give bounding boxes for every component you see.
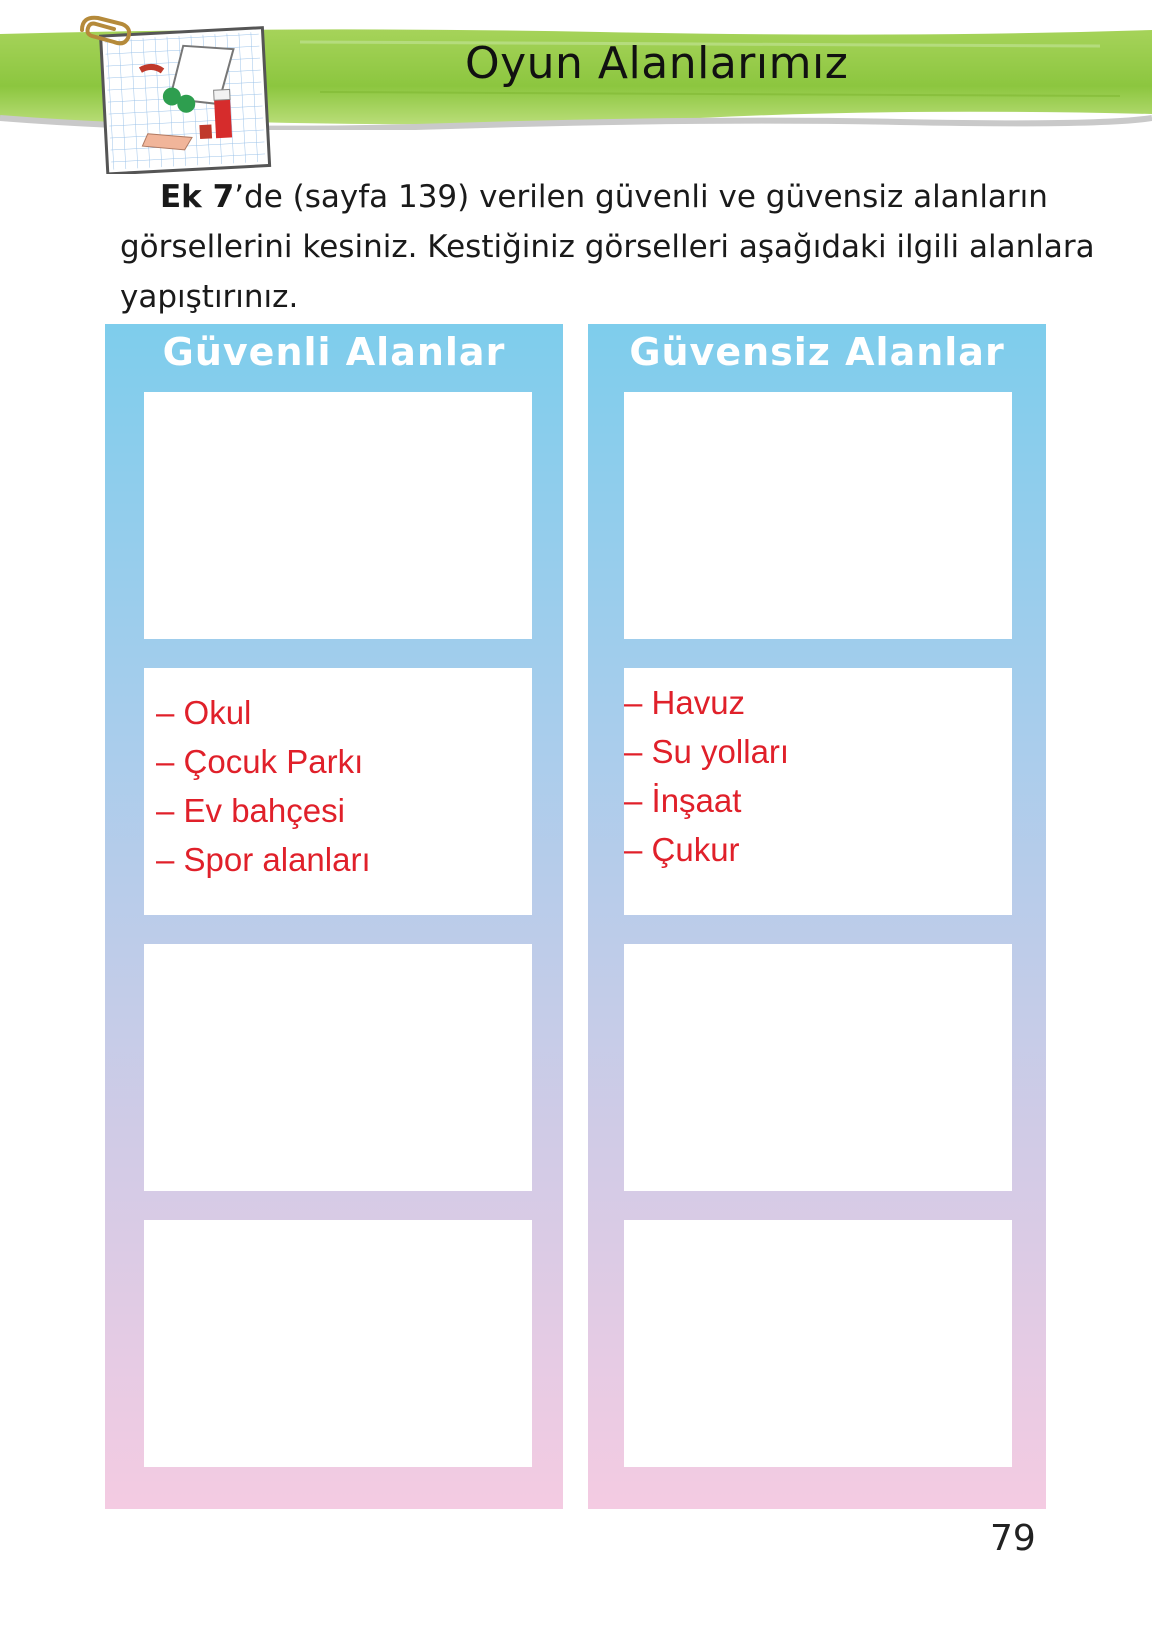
page-title: Oyun Alanlarımız [465, 38, 849, 89]
safe-areas-title: Güvenli Alanlar [162, 330, 506, 374]
safe-areas-column [105, 324, 563, 1509]
paste-box[interactable] [624, 392, 1012, 639]
paste-box[interactable] [624, 668, 1012, 915]
instruction-text [120, 172, 1095, 322]
paste-box[interactable] [144, 668, 532, 915]
list-item: – Ev bahçesi [156, 792, 345, 829]
list-item: – Spor alanları [156, 841, 371, 878]
instruction-body: ’de (sayfa 139) verilen güvenli ve güvensiz alanların görsellerini kesiniz. Kestiğiniz görselleri aşağıdaki ilgili alanlara yapıştırınız. [120, 179, 1095, 315]
page-number: 79 [990, 1518, 1036, 1559]
instruction-bold: Ek 7 [160, 179, 235, 215]
list-item: – Su yolları [624, 733, 790, 770]
list-item: – Okul [156, 694, 252, 731]
paste-box[interactable] [624, 944, 1012, 1191]
list-item: – Çukur [624, 831, 740, 868]
unsafe-areas-title: Güvensiz Alanlar [629, 330, 1005, 374]
list-item: – İnşaat [624, 782, 742, 819]
list-item: – Havuz [624, 684, 746, 721]
paste-box[interactable] [144, 392, 532, 639]
safe-areas-list [156, 688, 371, 884]
paste-box[interactable] [144, 944, 532, 1191]
unsafe-areas-column [588, 324, 1046, 1509]
paste-box[interactable] [144, 1220, 532, 1467]
paste-box[interactable] [624, 1220, 1012, 1467]
unsafe-areas-list [624, 678, 789, 874]
list-item: – Çocuk Parkı [156, 743, 364, 780]
paperclip-icon [74, 10, 134, 58]
